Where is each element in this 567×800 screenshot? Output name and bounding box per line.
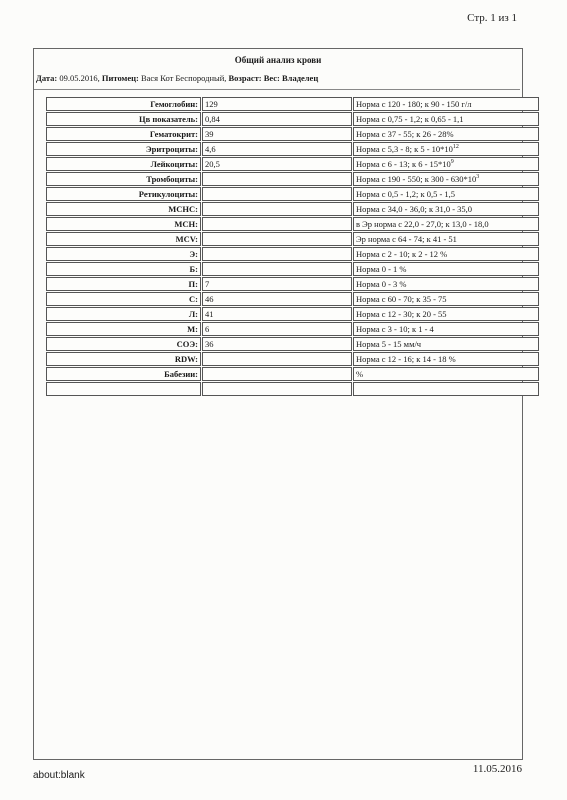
norm-text: Норма с 34,0 - 36,0; к 31,0 - 35,0 — [356, 204, 473, 214]
norm-text: Эр норма с 64 - 74; к 41 - 51 — [356, 234, 457, 244]
parameter-name: Лейкоциты: — [46, 157, 201, 171]
table-row — [46, 112, 539, 126]
table-row — [46, 292, 539, 306]
parameter-name: MCV: — [46, 232, 201, 246]
parameter-norm — [353, 292, 539, 306]
parameter-name: Гематокрит: — [46, 127, 201, 141]
parameter-name: RDW: — [46, 352, 201, 366]
parameter-norm — [353, 112, 539, 126]
parameter-value — [202, 202, 352, 216]
table-row — [46, 127, 539, 141]
norm-text: Норма с 60 - 70; к 35 - 75 — [356, 294, 447, 304]
parameter-value: 0,84 — [202, 112, 352, 126]
table-row — [46, 142, 539, 156]
norm-text: Норма 5 - 15 мм/ч — [356, 339, 422, 349]
date-label: Дата: — [36, 73, 58, 83]
norm-text: % — [356, 369, 364, 379]
norm-text: Норма 0 - 1 % — [356, 264, 407, 274]
parameter-norm — [353, 217, 539, 231]
parameter-norm — [353, 382, 539, 396]
parameter-norm — [353, 307, 539, 321]
parameter-name: СОЭ: — [46, 337, 201, 351]
parameter-value — [202, 217, 352, 231]
divider — [34, 89, 520, 90]
parameter-name — [46, 382, 201, 396]
parameter-value — [202, 262, 352, 276]
norm-text: Норма с 5,3 - 8; к 5 - 10*10 — [356, 144, 453, 154]
pet-value: Вася Кот Беспородный, — [140, 73, 227, 83]
norm-text: Норма с 37 - 55; к 26 - 28% — [356, 129, 454, 139]
parameter-norm — [353, 337, 539, 351]
norm-text: Норма с 0,75 - 1,2; к 0,65 - 1,1 — [356, 114, 464, 124]
table-row — [46, 157, 539, 171]
parameter-norm — [353, 157, 539, 171]
parameter-value — [202, 367, 352, 381]
parameter-name: Эритроциты: — [46, 142, 201, 156]
norm-text: Норма 0 - 3 % — [356, 279, 407, 289]
table-row — [46, 322, 539, 336]
table-row — [46, 187, 539, 201]
norm-text: Норма с 12 - 30; к 20 - 55 — [356, 309, 447, 319]
parameter-name: Гемоглобин: — [46, 97, 201, 111]
table-row — [46, 217, 539, 231]
parameter-norm — [353, 232, 539, 246]
parameter-value: 20,5 — [202, 157, 352, 171]
parameter-name: Ретикулоциты: — [46, 187, 201, 201]
parameter-norm — [353, 172, 539, 186]
parameter-value: 4,6 — [202, 142, 352, 156]
results-table — [45, 96, 540, 397]
date-value: 09.05.2016, — [59, 73, 100, 83]
table-row — [46, 172, 539, 186]
parameter-value — [202, 172, 352, 186]
norm-exponent: 9 — [450, 159, 454, 166]
parameter-norm — [353, 127, 539, 141]
norm-text: Норма с 6 - 13; к 6 - 15*10 — [356, 159, 451, 169]
footer-date: 11.05.2016 — [472, 763, 522, 775]
weight-label: Вес: — [263, 73, 280, 83]
parameter-value: 46 — [202, 292, 352, 306]
table-row — [46, 337, 539, 351]
parameter-value: 39 — [202, 127, 352, 141]
parameter-norm — [353, 367, 539, 381]
norm-text: Норма с 120 - 180; к 90 - 150 г/л — [356, 99, 472, 109]
parameter-name: Б: — [46, 262, 201, 276]
pet-label: Питомец: — [101, 73, 139, 83]
parameter-value — [202, 352, 352, 366]
norm-text: Норма с 0,5 - 1,2; к 0,5 - 1,5 — [356, 189, 456, 199]
norm-exponent: 3 — [476, 174, 480, 181]
owner-label: Владелец — [282, 73, 319, 83]
parameter-norm — [353, 277, 539, 291]
age-label: Возраст: — [228, 73, 262, 83]
table-row — [46, 202, 539, 216]
parameter-value: 129 — [202, 97, 352, 111]
parameter-name: Цв показатель: — [46, 112, 201, 126]
parameter-name: П: — [46, 277, 201, 291]
parameter-name: Э: — [46, 247, 201, 261]
table-row — [46, 352, 539, 366]
parameter-norm — [353, 352, 539, 366]
parameter-value — [202, 247, 352, 261]
report-title: Общий анализ крови — [234, 55, 322, 65]
parameter-norm — [353, 247, 539, 261]
table-row — [46, 262, 539, 276]
parameter-value: 41 — [202, 307, 352, 321]
table-row — [46, 277, 539, 291]
parameter-value — [202, 187, 352, 201]
parameter-name: С: — [46, 292, 201, 306]
table-row — [46, 232, 539, 246]
parameter-name: Бабезии: — [46, 367, 201, 381]
norm-text: Норма с 3 - 10; к 1 - 4 — [356, 324, 434, 334]
table-row — [46, 367, 539, 381]
parameter-name: М: — [46, 322, 201, 336]
parameter-value — [202, 232, 352, 246]
parameter-value: 36 — [202, 337, 352, 351]
table-row — [46, 97, 539, 111]
parameter-value — [202, 382, 352, 396]
parameter-value: 6 — [202, 322, 352, 336]
norm-text: Норма с 12 - 16; к 14 - 18 % — [356, 354, 456, 364]
norm-text: Норма с 190 - 550; к 300 - 630*10 — [356, 174, 477, 184]
page-number: Стр. 1 из 1 — [467, 12, 517, 24]
footer-url: about:blank — [33, 770, 85, 781]
parameter-name: Л: — [46, 307, 201, 321]
parameter-name: МСН: — [46, 217, 201, 231]
parameter-norm — [353, 322, 539, 336]
parameter-norm — [353, 262, 539, 276]
parameter-name: Тромбоциты: — [46, 172, 201, 186]
table-row — [46, 382, 539, 396]
norm-text: в Эр норма с 22,0 - 27,0; к 13,0 - 18,0 — [356, 219, 489, 229]
parameter-norm — [353, 97, 539, 111]
table-row — [46, 307, 539, 321]
table-row — [46, 247, 539, 261]
norm-text: Норма с 2 - 10; к 2 - 12 % — [356, 249, 448, 259]
norm-exponent: 12 — [452, 144, 459, 151]
parameter-norm — [353, 202, 539, 216]
parameter-norm — [353, 142, 539, 156]
parameter-norm — [353, 187, 539, 201]
patient-info — [36, 73, 516, 83]
parameter-value: 7 — [202, 277, 352, 291]
parameter-name: МСНС: — [46, 202, 201, 216]
